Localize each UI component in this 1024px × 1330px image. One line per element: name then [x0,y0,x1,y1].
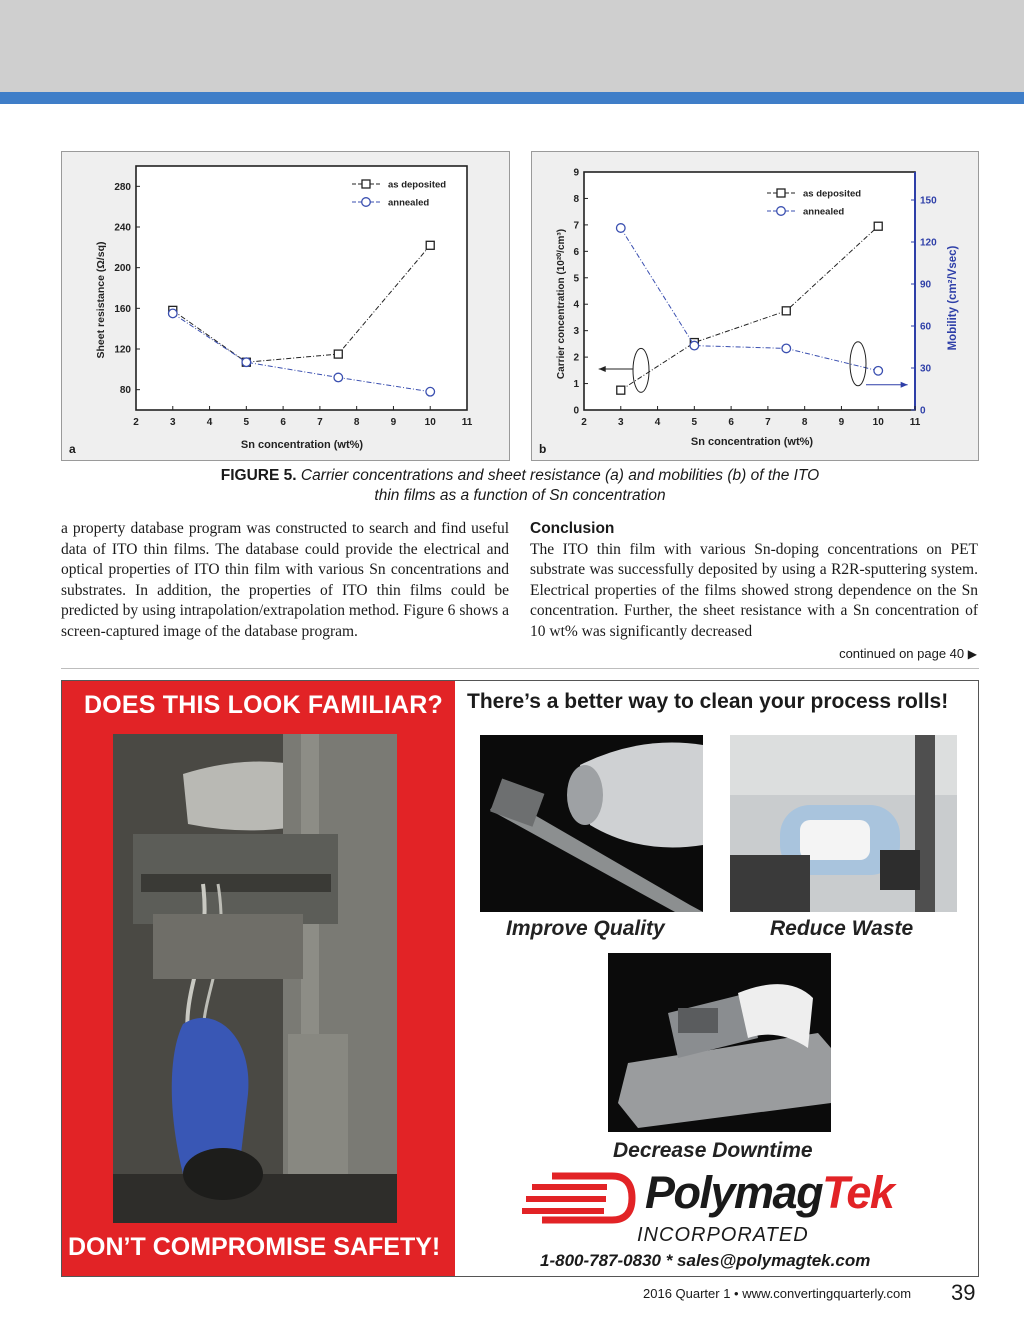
header-rule [0,92,1024,104]
y-tick-label: 9 [573,167,579,179]
y-tick-label: 120 [114,344,131,356]
brand-part-2: Tek [822,1167,894,1218]
ad-footer-left: DON’T COMPROMISE SAFETY! [68,1233,441,1261]
ad-contact[interactable]: 1-800-787-0830 * sales@polymagtek.com [540,1251,871,1270]
x-tick-label: 2 [581,417,587,428]
ad-label-reduce-waste: Reduce Waste [770,917,914,940]
arrow-right-icon: ▶ [967,647,977,661]
x-tick-label: 11 [909,417,921,428]
machine-illustration [113,734,397,1223]
ad-photo-decrease-downtime [608,953,831,1132]
x-tick-label: 3 [169,417,176,428]
x-axis-label: Sn concentration (wt%) [690,436,814,448]
ad-photo-machine [113,734,397,1223]
y-tick-label-right: 0 [920,405,926,417]
data-point [874,222,882,230]
chart-a [62,152,511,462]
figure-panel-b [531,151,979,461]
legend-marker [362,180,370,188]
panel-letter-a: a [69,442,76,456]
ad-headline-left: DOES THIS LOOK FAMILIAR? [84,691,443,719]
x-tick-label: 8 [353,417,360,428]
roll-cleaner-photo [480,735,703,912]
page-number: 39 [951,1280,976,1305]
x-tick-label: 5 [243,417,250,428]
y-tick-label: 6 [573,246,579,258]
y-tick-label: 80 [119,385,131,397]
y-tick-label: 3 [573,326,579,338]
body-paragraph: a property database program was constructed to search and find useful data of ITO thin films. The database could provide the electrical and optical properties of ITO thin film with various Sn concentrations and substrates. In addition, the properties of ITO thin films could be predicted by using intrapolation/extrapolation method. Figure 6 shows a screen-captured image of the database program. [61,520,509,640]
ad-red-panel [62,681,455,1277]
divider [61,668,979,669]
legend-label: annealed [803,206,845,218]
x-tick-label: 8 [801,417,808,428]
data-point [426,241,434,249]
legend-label: as deposited [388,179,447,191]
x-tick-label: 10 [872,417,884,428]
body-paragraph: The ITO thin film with various Sn-doping concentrations on PET substrate was successfully deposited by using a R2R-sputtering system. Electrical properties of the films showed strong dependence on the Sn concentration. Further, the sheet resistance with a Sn concentration of 10 wt% was significantly decreased [530,540,978,640]
data-point [690,341,699,350]
advertisement[interactable] [61,680,979,1277]
x-tick-label: 7 [765,417,771,428]
data-point [617,386,625,394]
body-column-right [530,519,978,643]
y-tick-label: 280 [114,181,131,193]
y-tick-label-right: 30 [920,363,932,375]
x-tick-label: 7 [317,417,323,428]
data-point [782,307,790,315]
data-point [782,344,791,353]
ad-brand-sub: INCORPORATED [637,1224,809,1246]
x-tick-label: 4 [206,417,213,428]
y-tick-label: 5 [573,273,579,285]
process-roll-photo [730,735,957,912]
y-axis-label-right: Mobility (cm²/Vsec) [947,245,959,351]
x-tick-label: 9 [390,417,397,428]
y-axis-label: Carrier concentration (10²⁰/cm³) [556,228,567,380]
legend-label: as deposited [803,188,862,200]
data-point [616,224,625,233]
figure-caption [150,466,890,506]
caption-line-2: thin films as a function of Sn concentration [374,487,666,504]
y-tick-label-right: 120 [920,237,937,249]
data-point [242,358,251,367]
x-tick-label: 11 [461,417,473,428]
data-point [874,367,883,376]
legend-marker [777,189,785,197]
legend-label: annealed [388,197,430,209]
y-tick-label-right: 90 [920,279,932,291]
continued-link[interactable] [839,646,977,661]
x-tick-label: 10 [424,417,436,428]
data-point [168,309,177,318]
header-band [0,0,1024,92]
data-point [426,387,435,396]
continued-text: continued on page 40 [839,646,965,661]
figure-label: FIGURE 5. [220,467,297,484]
panel-letter-b: b [539,442,547,456]
y-axis-label: Sheet resistance (Ω/sq) [95,241,107,359]
ad-label-improve-quality: Improve Quality [506,917,665,940]
x-tick-label: 6 [728,417,734,428]
caption-line-1: Carrier concentrations and sheet resistance (a) and mobilities (b) of the ITO [300,467,820,484]
figure-panel-a [61,151,510,461]
cleaner-unit-photo [608,953,831,1132]
y-tick-label: 240 [114,222,131,234]
x-tick-label: 3 [617,417,624,428]
y-tick-label: 1 [573,379,579,391]
y-tick-label: 2 [573,352,579,364]
ad-photo-reduce-waste [730,735,957,912]
ad-headline-right: There’s a better way to clean your process rolls! [467,690,949,713]
ad-brand-name [645,1167,893,1219]
y-tick-label: 8 [573,193,579,205]
x-tick-label: 9 [838,417,845,428]
y-tick-label: 0 [573,405,579,417]
y-tick-label-right: 150 [920,195,937,207]
data-point [334,373,343,382]
data-point [334,350,342,358]
legend-marker [777,207,786,216]
y-tick-label: 200 [114,263,131,275]
ad-label-decrease-downtime: Decrease Downtime [613,1139,813,1162]
y-tick-label: 7 [573,220,579,232]
page-footer: 2016 Quarter 1 • www.convertingquarterly.com [643,1286,912,1301]
legend-marker [362,198,371,207]
x-tick-label: 4 [654,417,661,428]
y-tick-label: 160 [114,303,131,315]
x-axis-label: Sn concentration (wt%) [240,439,364,451]
section-heading: Conclusion [530,520,615,537]
x-tick-label: 5 [691,417,698,428]
x-tick-label: 6 [280,417,286,428]
brand-part-1: Polymag [645,1167,823,1218]
body-column-left [61,519,509,643]
x-tick-label: 2 [133,417,139,428]
polymagtek-logo-icon [522,1168,637,1230]
chart-b [532,152,980,462]
y-tick-label: 4 [573,299,579,311]
ad-photo-improve-quality [480,735,703,912]
y-tick-label-right: 60 [920,321,932,333]
